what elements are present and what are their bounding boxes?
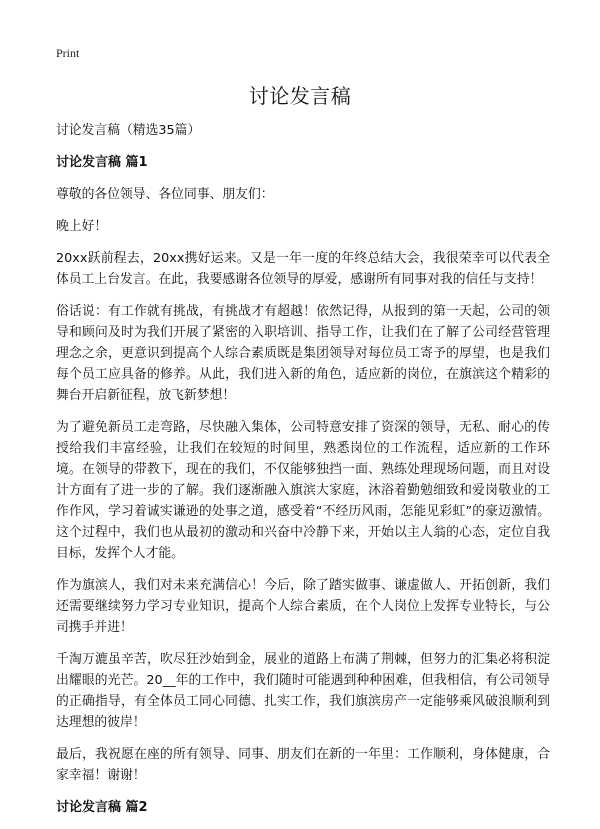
paragraph-opening: 20xx跃前程去，20xx携好运来。又是一年一度的年终总结大会，我很荣幸可以代表全体员工上台发言。在此，我要感谢各位领导的厚爱，感谢所有同事对我的信任与支持！ [56,251,550,287]
page-title: 讨论发言稿 [248,84,352,108]
paragraph-future: 作为旗滨人，我们对未来充满信心！今后，除了踏实做事、谦虚做人、开拓创新，我们还需要继续努力学习专业知识，提高个人综合素质，在个人岗位上发挥专业特长，与公司携手并进！ [56,578,550,635]
paragraph-closing: 最后，我祝愿在座的所有领导、同事、朋友们在新的一年里：工作顺利，身体健康，合家幸福！谢谢！ [56,747,550,783]
section-heading-2: 讨论发言稿 篇2 [56,800,148,815]
section-heading-1: 讨论发言稿 篇1 [56,155,148,170]
paragraph-training: 为了避免新员工走弯路，尽快融入集体，公司特意安排了资深的领导，无私、耐心的传授给我们丰富经验，让我们在较短的时间里，熟悉岗位的工作流程，适应新的工作环境。在领导的带教下，现在的我们，不仅能够独挡一面、熟练处理现场问题，而且对设计方面有了进一步的了解。我们逐渐融入旗滨大家庭，沐浴着勤勉细致和爱岗敬业的工作作风，学习着诚实谦逊的处事之道，感受着“不经历风雨，怎能见彩虹”的豪迈激情。这个过程中，我们也从最初的激动和兴奋中冷静下来，开始以主人翁的心态，定位自我目标，发挥个人才能。 [56,420,550,561]
print-link[interactable]: Print [56,46,80,60]
paragraph-challenge: 俗话说：有工作就有挑战，有挑战才有超越！依然记得，从报到的第一天起，公司的领导和顾问及时为我们开展了紧密的入职培训、指导工作，让我们在了解了公司经营管理理念之余，更意识到提高个人综合素质既是集团领导对每位员工寄予的厚望，也是我们每个员工应具备的修养。从此，我们进入新的角色，适应新的岗位，在旗滨这个精彩的舞台开启新征程，放飞新梦想！ [56,304,550,403]
document-body [56,120,550,829]
paragraph-effort: 千淘万漉虽辛苦，吹尽狂沙始到金，展业的道路上布满了荆棘，但努力的汇集必将积淀出耀眼的光芒。20__年的工作中，我们随时可能遇到种种困难，但我相信，有公司领导的正确指导，有全体员工同心同德、扎实工作，我们旗滨房产一定能够乘风破浪顺利到达理想的彼岸！ [56,652,550,730]
paragraph-evening: 晚上好！ [56,219,108,234]
document-subtitle: 讨论发言稿（精选35篇） [56,123,201,138]
paragraph-greeting: 尊敬的各位领导、各位同事、朋友们： [56,187,274,202]
